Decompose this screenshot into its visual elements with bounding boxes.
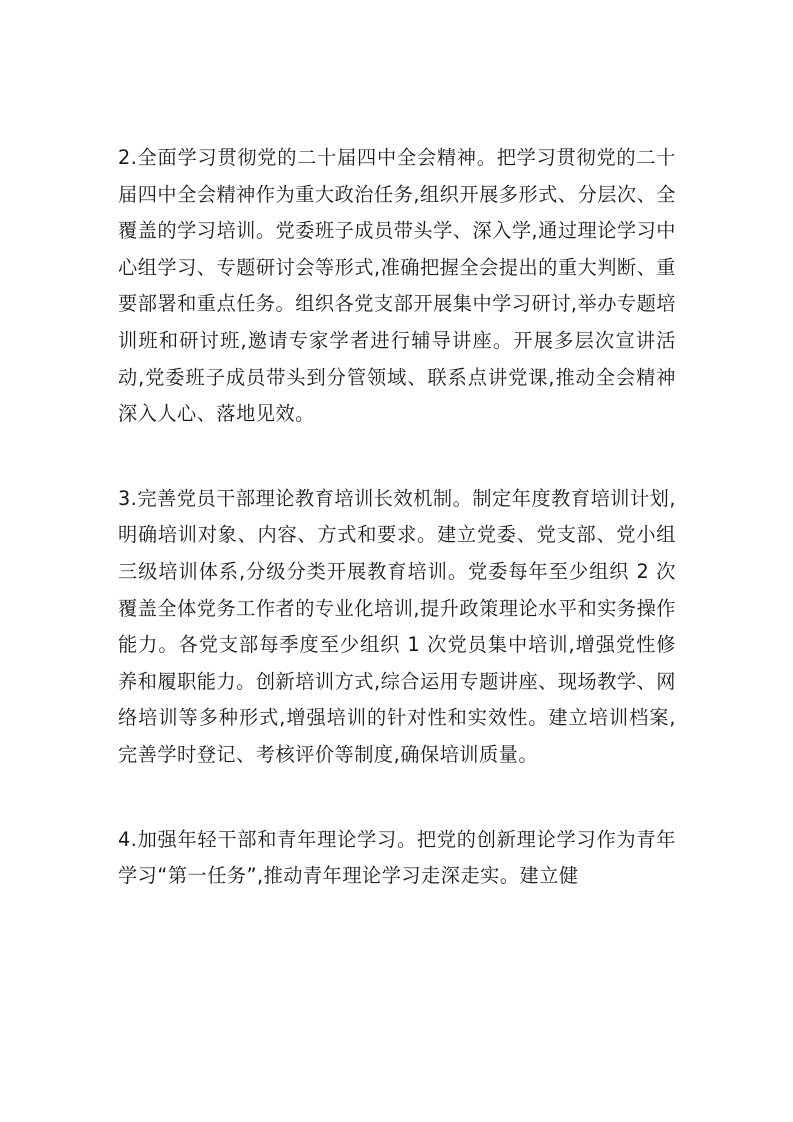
paragraph-4-number: 4. [118,827,138,851]
paragraph-4 [118,822,676,895]
paragraph-3-number: 3. [118,486,138,510]
paragraph-2-text: 全面学习贯彻党的二十届四中全会精神。把学习贯彻党的二十届四中全会精神作为重大政治任务,组织开展多形式、分层次、全覆盖的学习培训。党委班子成员带头学、深入学,通过理论学习中心组学习、专题研讨会等形式,准确把握全会提出的重大判断、重要部署和重点任务。组织各党支部开展集中学习研讨,举办专题培训班和研讨班,邀请专家学者进行辅导讲座。开展多层次宣讲活动,党委班子成员带头到分管领域、联系点讲党课,推动全会精神深入人心、落地见效。 [118,146,676,426]
paragraph-4-text: 加强年轻干部和青年理论学习。把党的创新理论学习作为青年学习“第一任务”,推动青年理论学习走深走实。建立健 [118,827,676,888]
paragraph-2 [118,140,676,433]
paragraph-2-number: 2. [118,146,138,169]
paragraph-3 [118,481,676,774]
paragraph-3-text: 完善党员干部理论教育培训长效机制。制定年度教育培训计划,明确培训对象、内容、方式和要求。建立党委、党支部、党小组三级培训体系,分级分类开展教育培训。党委每年至少组织 2 次覆盖全体党务工作者的专业化培训,提升政策理论水平和实务操作能力。各党支部每季度至少组织 1 次党员集中培训,增强党性修养和履职能力。创新培训方式,综合运用专题讲座、现场教学、网络培训等多种形式,增强培训的针对性和实效性。建立培训档案,完善学时登记、考核评价等制度,确保培训质量。 [118,486,676,766]
document-page [118,140,676,895]
